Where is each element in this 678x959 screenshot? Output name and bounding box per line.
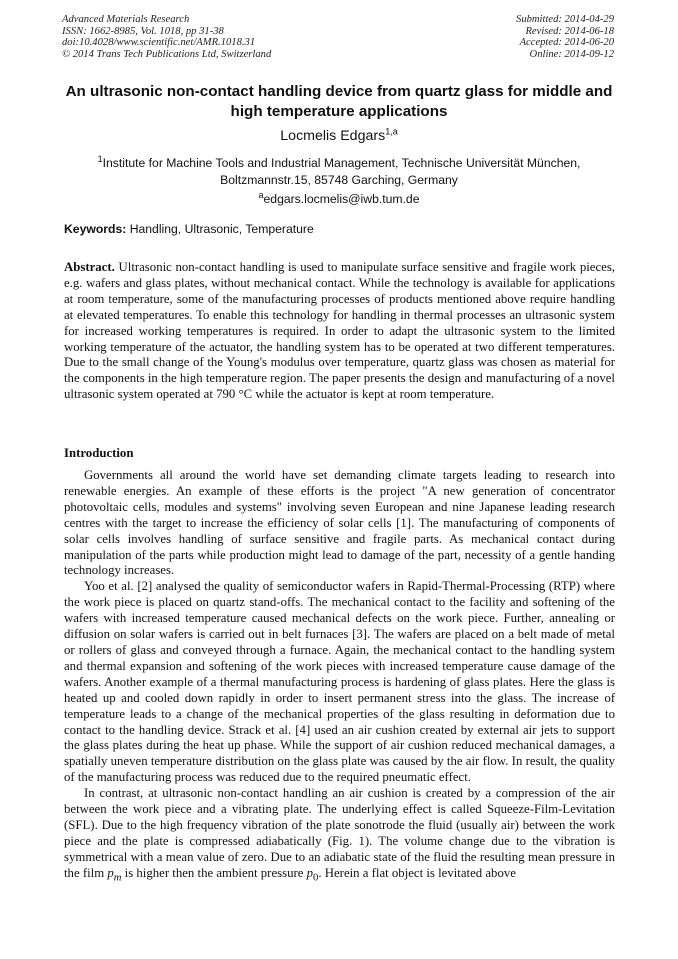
symbol-p: p <box>107 865 114 880</box>
affiliation <box>60 155 618 189</box>
abstract-text: Ultrasonic non-contact handling is used to manipulate surface sensitive and fragile work pieces, e.g. wafers and glass plates, without mechanical contact. While the technology is available for applications at room temperature, some of the manufacturing processes of products mentioned above require handling at elevated temperatures. To enable this technology for handling in thermal processes an ultrasonic system for increased working temperatures is required. In order to adapt the ultrasonic system to the limited working temperature of the actuator, the handling system has to be operated at two different temperatures. Due to the small change of the Young's modulus over temperature, quartz glass was chosen as material for the components in the high temperature region. The paper presents the design and manufacturing of a novel ultrasonic system operated at 790 °C while the actuator is kept at room temperature. <box>64 260 616 402</box>
abstract-label: Abstract. <box>64 260 115 274</box>
intro-p3-text-a: In contrast, at ultrasonic non-contact handling an air cushion is created by a compression of the air between the work piece and a vibrating plate. The underlying effect is called Squeeze-Film-Levitation (SFL). Due to the high frequency vibration of the plate sonotrode the fluid (usually air) between the work piece and the plate is compressed adiabatically (Fig. 1). The volume change due to the vibration is symmetrical with a mean value of zero. Due to an adiabatic state of the fluid the resulting mean pressure in the film <box>64 786 615 880</box>
symbol-p0-sub: 0 <box>313 872 319 884</box>
keywords-label: Keywords: <box>64 222 127 236</box>
intro-p3-text-b: is higher then the ambient pressure <box>121 865 307 880</box>
author-email <box>0 189 678 206</box>
author-sup: 1,a <box>385 126 398 137</box>
date-revised: Revised: 2014-06-18 <box>525 25 614 37</box>
affiliation-line-2: Boltzmannstr.15, 85748 Garching, Germany <box>220 173 458 187</box>
date-online: Online: 2014-09-12 <box>529 48 614 60</box>
journal-info <box>62 14 271 60</box>
author-name: Locmelis Edgars <box>280 128 386 144</box>
date-submitted: Submitted: 2014-04-29 <box>516 14 614 25</box>
submission-dates <box>516 14 614 60</box>
section-heading-introduction: Introduction <box>64 446 134 460</box>
author-line <box>0 128 678 144</box>
introduction-body <box>64 468 615 886</box>
abstract <box>64 260 615 403</box>
journal-name: Advanced Materials Research <box>62 14 190 25</box>
date-accepted: Accepted: 2014-06-20 <box>519 37 614 49</box>
intro-paragraph-1: Governments all around the world have set demanding climate targets leading to research into renewable energies. An example of these efforts is the project "A new generation of concentrator photovoltaic cells, modules and systems" involving seven European and nine Japanese leading research centres with the target to increase the efficiency of solar cells [1]. The manufacturing of components of solar cells involves handling of surface sensitive and fragile parts. As mechanical contact during manipulation of the parts while production might lead to damage of the part, necessity of a gentle handing technology increases. <box>64 468 615 578</box>
symbol-p0: p <box>306 865 314 880</box>
journal-copyright: © 2014 Trans Tech Publications Ltd, Switzerland <box>62 48 272 60</box>
keywords-text: Handling, Ultrasonic, Temperature <box>129 222 314 236</box>
email-address[interactable]: edgars.locmelis@iwb.tum.de <box>263 192 420 206</box>
email-sup: a <box>258 189 264 200</box>
keywords <box>64 222 314 236</box>
symbol-m: m <box>113 872 122 884</box>
affiliation-line-1: Institute for Machine Tools and Industrial Management, Technische Universität München, <box>102 156 581 170</box>
intro-paragraph-3 <box>64 786 615 886</box>
paper-title: An ultrasonic non-contact handling device from quartz glass for middle and high temperature applications <box>65 83 613 120</box>
intro-paragraph-2: Yoo et al. [2] analysed the quality of semiconductor wafers in Rapid-Thermal-Processing (RTP) where the work piece is placed on quartz stand-offs. The mechanical contact to the facility and softening of the wafers with increased temperature caused mechanical defects on the work piece. Further, annealing or diffusion on solar wafers is carried out in belt furnaces [3]. The wafers are placed on a belt made of metal or rollers of glass and conveyed through a furnace. Again, the mechanical contact to the handling system and thermal expansion and softening of the work pieces with increased temperature cause damage of the wafers. Another example of a thermal manufacturing process is hardening of glass plates. Here the glass is heated up and cooled down rapidly in order to insert permanent stress into the glass. The increase of temperature leads to a change of the mechanical properties of the glass resulting in deformation due to contact to the handling device. Strack et al. [4] used an air cushion created by external air jets to support the glass plates during the heat up phase. While the support of air cushion reduced mechanical damages, a spatially uneven temperature distribution on the glass plate was caused by the air flow. In result, the quality of the manufacturing process was reduced due to the required pneumatic effect. <box>64 579 615 785</box>
intro-p3-text-c: . Herein a flat object is levitated above <box>318 865 516 880</box>
journal-doi: doi:10.4028/www.scientific.net/AMR.1018.31 <box>62 37 256 49</box>
journal-issn: ISSN: 1662-8985, Vol. 1018, pp 31-38 <box>62 25 224 37</box>
affiliation-sup: 1 <box>97 153 103 164</box>
